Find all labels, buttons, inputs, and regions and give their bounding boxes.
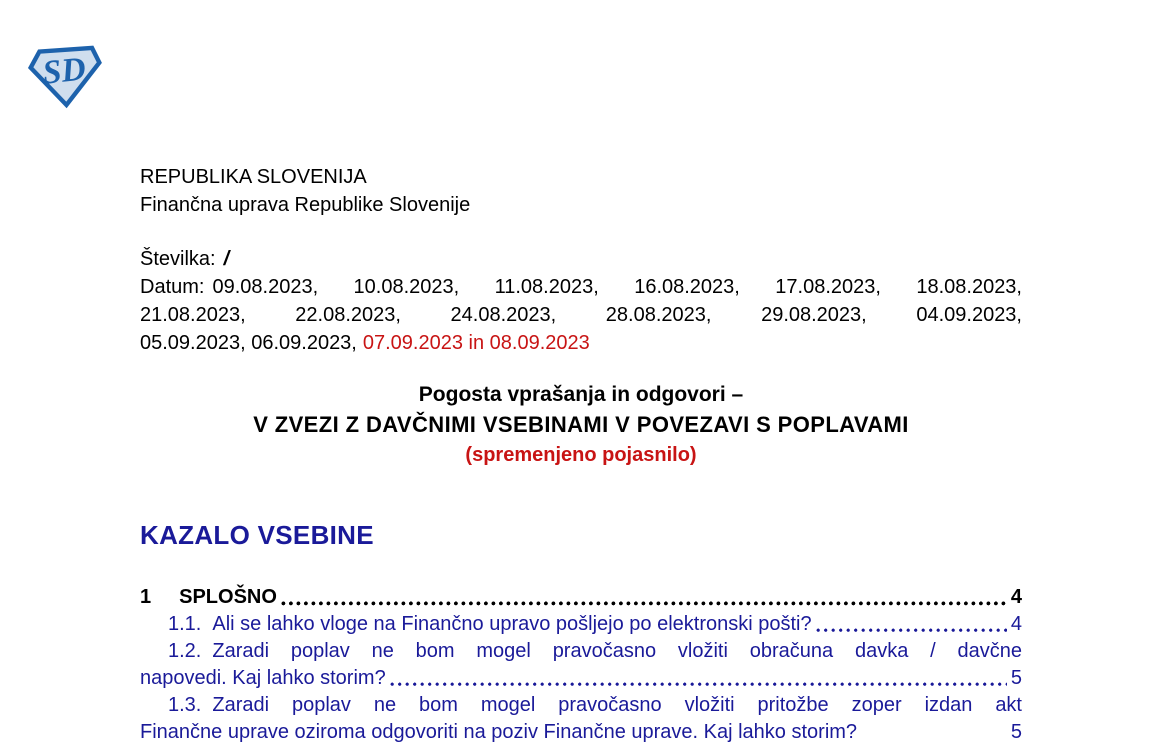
sd-shield-logo (27, 41, 103, 109)
number-value: / (223, 248, 230, 270)
table-of-contents (140, 584, 1022, 743)
toc-entry-1[interactable] (140, 584, 1022, 611)
dot-leader (816, 611, 1007, 638)
toc-entry-title: Finančne uprave oziroma odgovoriti na poziv Finančne uprave. Kaj lahko storim? (140, 721, 858, 743)
date-values-3: 05.09.2023, 06.09.2023, (140, 332, 357, 354)
dot-leader (281, 584, 1007, 611)
date-values-2: 21.08.2023, 22.08.2023, 24.08.2023, 28.08.2023, 29.08.2023, 04.09.2023, (140, 304, 1022, 326)
date-values-1: 09.08.2023, 10.08.2023, 11.08.2023, 16.08.2023, 17.08.2023, 18.08.2023, (212, 276, 1022, 298)
republic-name: REPUBLIKA SLOVENIJA (140, 166, 367, 188)
toc-entry-1-1[interactable] (140, 611, 1022, 638)
date-line-3 (140, 329, 1022, 357)
toc-entry-title: SPLOŠNO (179, 586, 277, 608)
toc-entry-1-3-line-1[interactable] (140, 692, 1022, 719)
toc-entry-1-3-line-2[interactable] (140, 719, 1022, 743)
toc-entry-page: 4 (1010, 613, 1022, 635)
toc-entry-page: 4 (1010, 586, 1022, 608)
title-line-1: Pogosta vprašanja in odgovori – (418, 383, 744, 406)
logo-letters: SD (40, 50, 88, 92)
toc-entry-number: 1.1. (168, 613, 202, 635)
title-note: (spremenjeno pojasnilo) (465, 444, 697, 466)
number-label: Številka: (140, 248, 216, 270)
agency-name: Finančna uprava Republike Slovenije (140, 194, 471, 216)
toc-entry-title: napovedi. Kaj lahko storim? (140, 667, 386, 689)
toc-entry-page: 5 (1010, 667, 1022, 689)
toc-entry-number: 1.3. (168, 694, 202, 716)
toc-heading: KAZALO VSEBINE (140, 520, 374, 550)
title-line-2: V ZVEZI Z DAVČNIMI VSEBINAMI V POVEZAVI S POPLAVAMI (253, 412, 909, 437)
date-line-1 (140, 273, 1022, 301)
toc-entry-1-2-line-2[interactable] (140, 665, 1022, 692)
date-line-2 (140, 301, 1022, 329)
leader-spacer (861, 719, 1007, 743)
dot-leader (390, 665, 1007, 692)
toc-entry-number: 1 (140, 586, 152, 608)
number-line (140, 245, 1022, 273)
letterhead (140, 163, 1022, 219)
toc-entry-number: 1.2. (168, 640, 202, 662)
toc-entry-title: Ali se lahko vloge na Finančno upravo pošljejo po elektronski pošti? (212, 613, 812, 635)
toc-entry-page: 5 (1010, 721, 1022, 743)
date-label: Datum: (140, 276, 205, 298)
toc-entry-title: Zaradi poplav ne bom mogel pravočasno vložiti obračuna davka / davčne (212, 640, 1022, 662)
date-values-3-changed: 07.09.2023 in 08.09.2023 (362, 332, 590, 354)
toc-entry-title: Zaradi poplav ne bom mogel pravočasno vložiti pritožbe zoper izdan akt (212, 694, 1022, 716)
toc-entry-1-2-line-1[interactable] (140, 638, 1022, 665)
document-meta (140, 245, 1022, 357)
document-title (140, 380, 1022, 471)
